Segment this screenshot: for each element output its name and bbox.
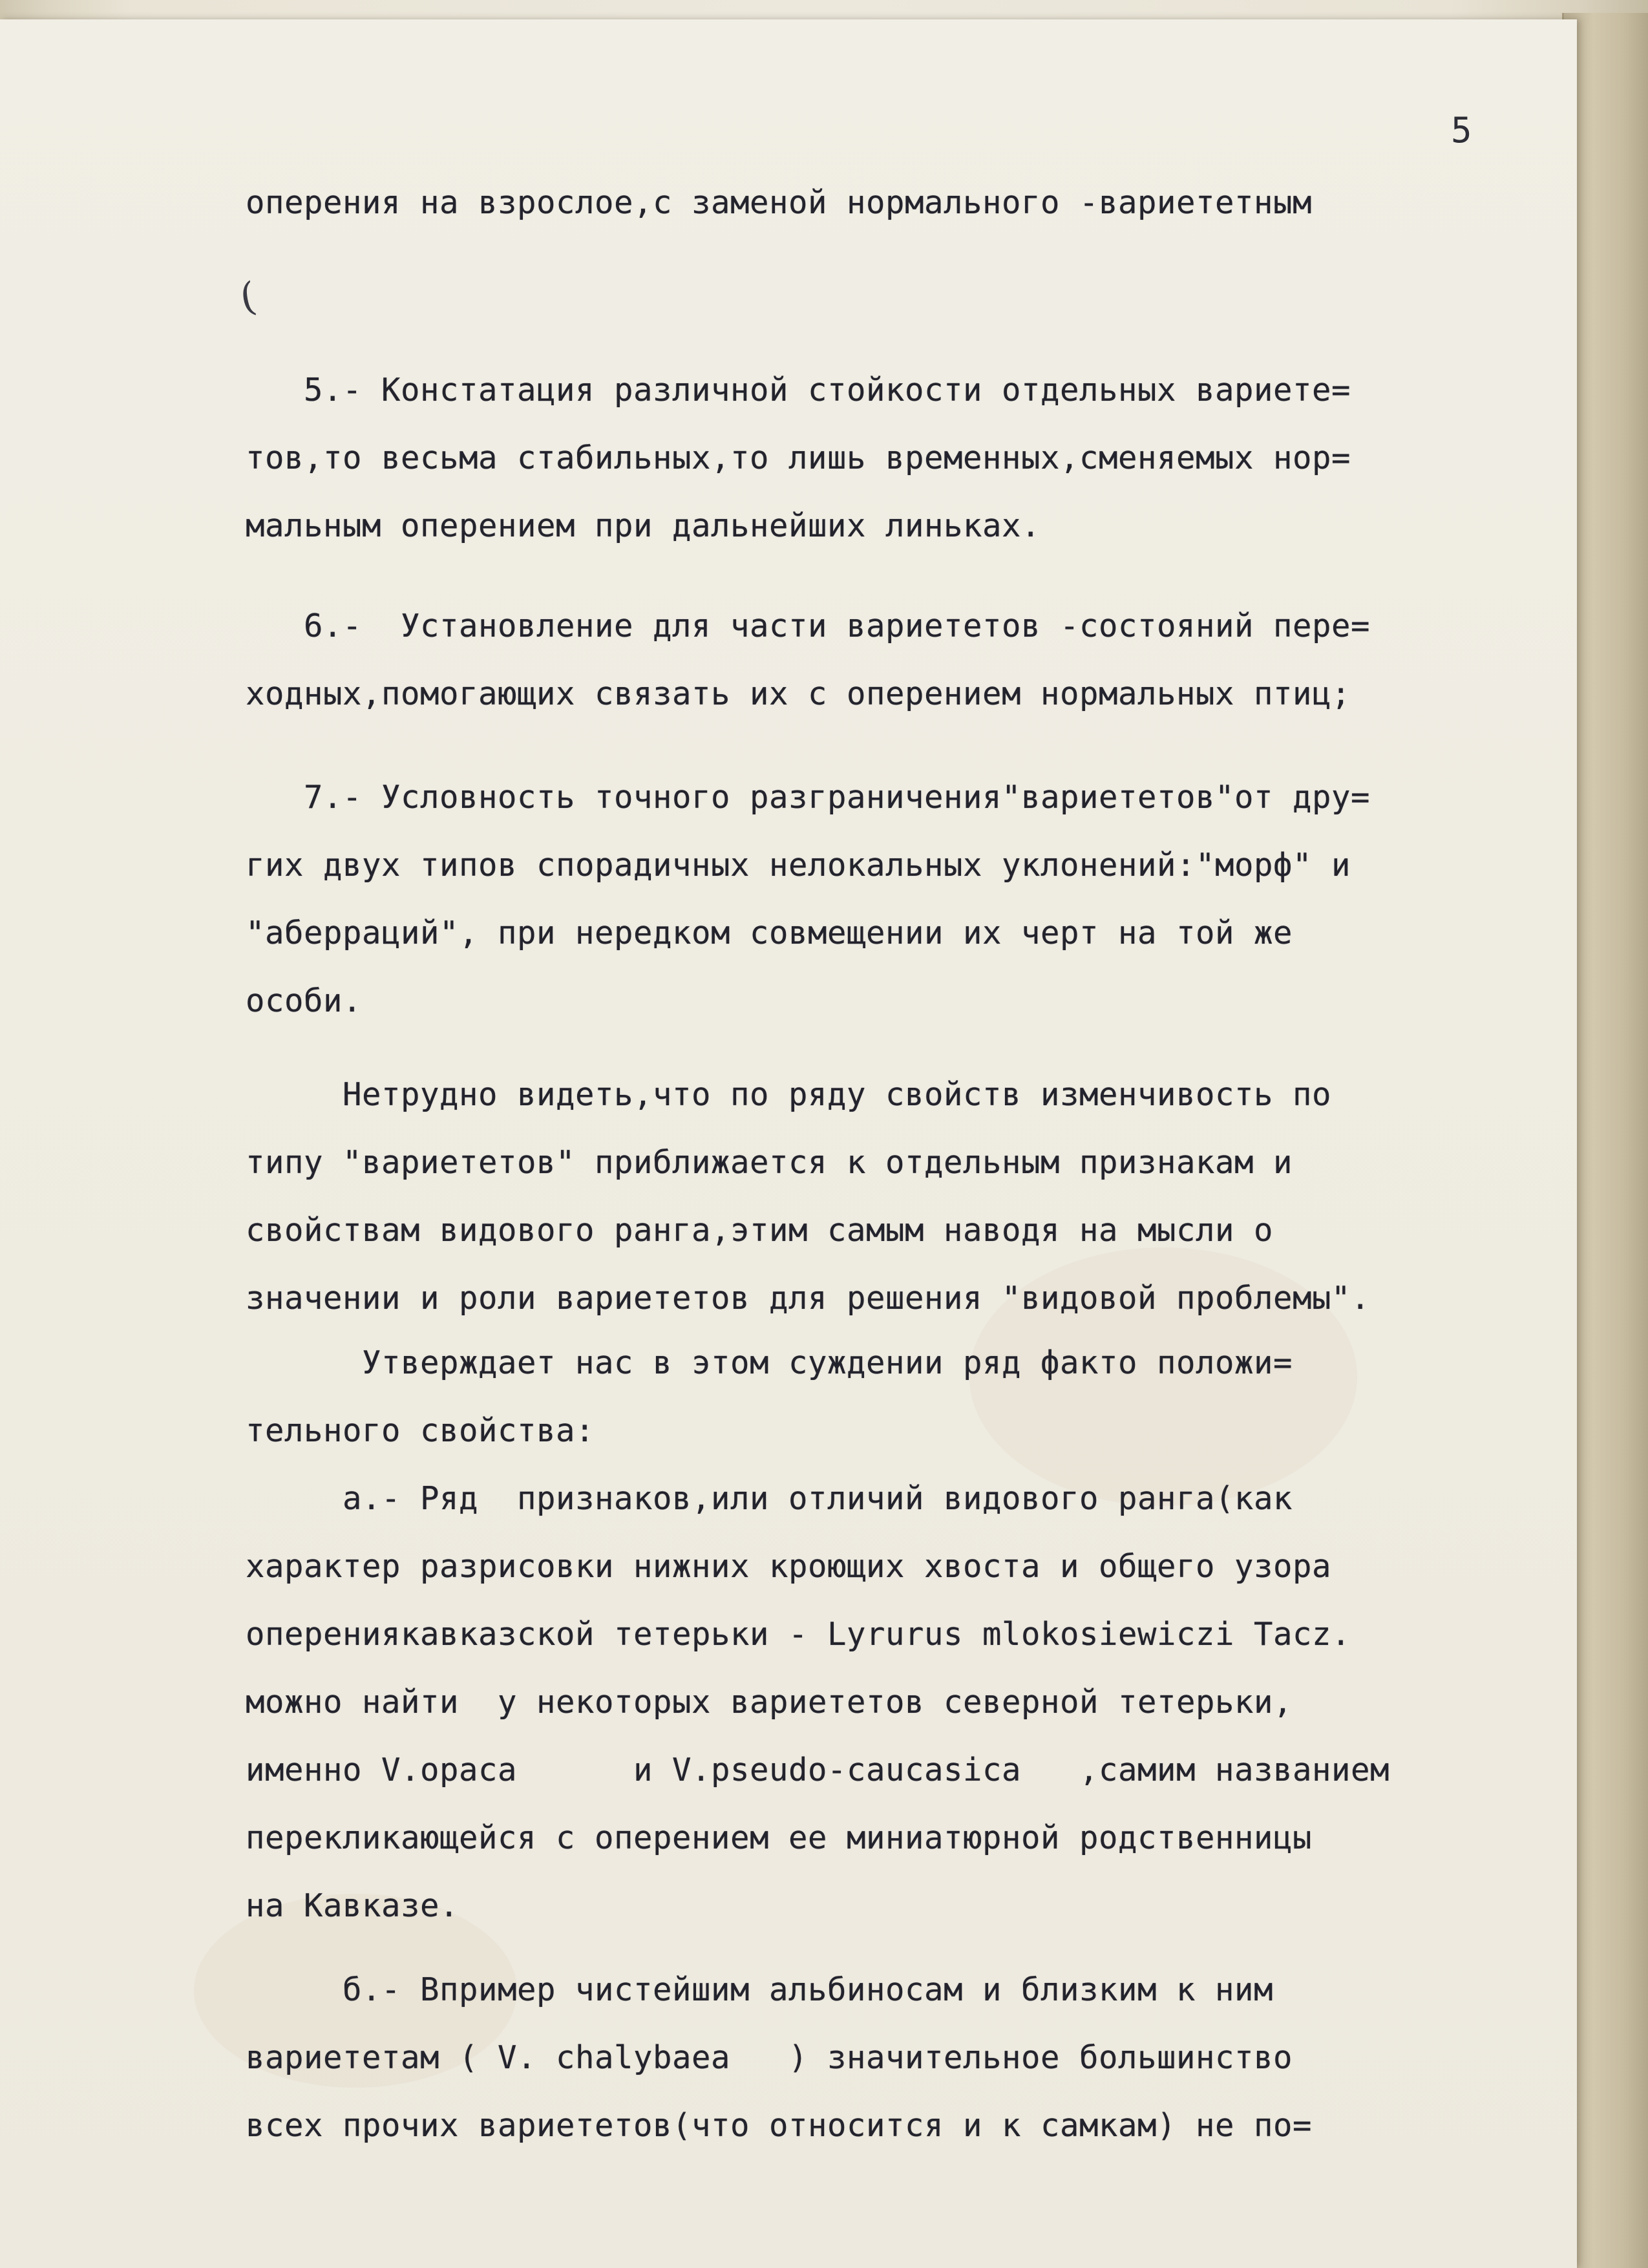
text-line: значении и роли вариететов для решения "видовой проблемы".	[246, 1280, 1371, 1317]
text-line: типу "вариететов" приближается к отдельным признакам и	[246, 1144, 1293, 1181]
text-line: на Кавказе.	[246, 1887, 460, 1924]
text-line: Нетрудно видеть,что по ряду свойств изменчивость по	[246, 1076, 1332, 1113]
text-line: можно найти у некоторых вариететов северной тетерьки,	[246, 1684, 1293, 1721]
text-line: ходных,помогающих связать их с оперением нормальных птиц;	[246, 675, 1351, 712]
text-line: "аберраций", при нередком совмещении их черт на той же	[246, 915, 1293, 951]
text-line: б.- Впример чистейшим альбиносам и близким к ним	[246, 1971, 1274, 2008]
text-line: а.- Ряд признаков,или отличий видового ранга(как	[246, 1480, 1293, 1517]
text-line: тов,то весьма стабильных,то лишь временных,сменяемых нор=	[246, 440, 1351, 476]
text-line: оперениякавказской тетерьки - Lyrurus mlokosiewiczi Tacz.	[246, 1616, 1351, 1653]
text-line: всех прочих вариететов(что относится и к самкам) не по=	[246, 2107, 1313, 2144]
text-line: вариететам ( V. chalybaea ) значительное большинство	[246, 2039, 1293, 2076]
text-line: именно V.opaca и V.pseudo-caucasica ,самим названием	[246, 1752, 1390, 1788]
text-line: Утверждает нас в этом суждении ряд факто положи=	[246, 1344, 1293, 1381]
text-line: мальным оперением при дальнейших линьках.	[246, 507, 1041, 544]
typewritten-sheet	[0, 19, 1577, 2268]
text-line: гих двух типов спорадичных нелокальных уклонений:"морф" и	[246, 847, 1351, 884]
text-line: свойствам видового ранга,этим самым наводя на мысли о	[246, 1212, 1274, 1249]
text-line: характер разрисовки нижних кроющих хвоста и общего узора	[246, 1548, 1332, 1585]
text-line: особи.	[246, 982, 363, 1019]
text-line: 7.- Условность точного разграничения"вариететов"от дру=	[246, 779, 1371, 816]
margin-mark: (	[237, 273, 260, 321]
page-number: 5	[1451, 110, 1472, 151]
text-line: 5.- Констатация различной стойкости отдельных вариете=	[246, 372, 1351, 408]
text-line: 6.- Установление для части вариететов -состояний пере=	[246, 608, 1371, 644]
text-line: тельного свойства:	[246, 1412, 595, 1449]
text-line: оперения на взрослое,с заменой нормального -вариететным	[246, 184, 1313, 221]
text-line: перекликающейся с оперением ее миниатюрной родственницы	[246, 1819, 1313, 1856]
